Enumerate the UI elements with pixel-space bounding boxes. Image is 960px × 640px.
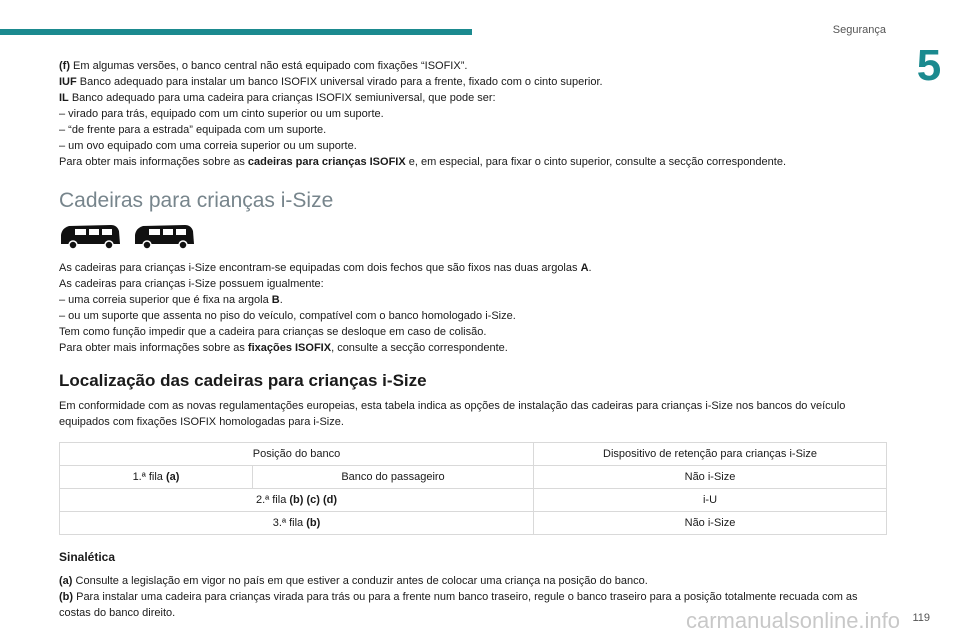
isofix-reference: Para obter mais informações sobre as cadeiras para crianças ISOFIX e, em especial, para fixar o cinto superior, consulte a secção correspondente. [59,156,787,168]
vehicle-icons [59,222,889,250]
table-cell: i-U [534,489,887,512]
isize-paragraph: As cadeiras para crianças i-Size encontram-se equipadas com dois fechos que são fixos nas duas argolas A. [59,262,592,274]
table-cell: Banco do passageiro [253,466,534,489]
list-item: – uma correia superior que é fixa na argola B. [59,294,283,306]
isofix-reference: Para obter mais informações sobre as fixações ISOFIX, consulte a secção correspondente. [59,342,508,354]
location-heading: Localização das cadeiras para crianças i-Size [59,371,427,390]
list-item: – um ovo equipado com uma correia superior ou um suporte. [59,140,357,152]
list-item: – “de frente para a estrada” equipada com um suporte. [59,124,327,136]
section-title: Segurança [832,24,886,36]
note-iuf: IUF Banco adequado para instalar um banco ISOFIX universal virado para a frente, fixado com o cinto superior. [59,76,603,88]
table-header-row [60,443,887,466]
header-accent-bar [0,29,472,35]
list-item: – ou um suporte que assenta no piso do veículo, compatível com o banco homologado i-Size. [59,310,516,322]
table-header-cell: Dispositivo de retenção para crianças i-Size [534,443,887,466]
isize-heading: Cadeiras para crianças i-Size [59,189,334,212]
table-cell: 2.ª fila (b) (c) (d) [60,489,534,512]
sign-note-b: (b) Para instalar uma cadeira para crianças virada para trás ou para a frente num banco traseiro, regule o banco traseiro para a posição totalmente recuada com as costas do banco direito. [59,591,858,619]
table-row [60,489,887,512]
table-row [60,512,887,535]
list-item: – virado para trás, equipado com um cinto superior ou um suporte. [59,108,384,120]
isize-paragraph: Tem como função impedir que a cadeira para crianças se desloque em caso de colisão. [59,326,487,338]
signs-heading: Sinalética [59,550,116,564]
table-cell: 1.ª fila (a) [60,466,253,489]
page-number: 119 [912,612,930,624]
page-content [59,58,889,621]
chapter-number: 5 [916,41,942,90]
note-il: IL Banco adequado para uma cadeira para crianças ISOFIX semiuniversal, que pode ser: [59,92,496,104]
note-f: (f) Em algumas versões, o banco central não está equipado com fixações “ISOFIX”. [59,60,468,72]
isize-table [59,442,887,535]
car-7-seats-icon [59,222,121,250]
table-cell: Não i-Size [534,512,887,535]
table-row [60,466,887,489]
sign-note-a: (a) Consulte a legislação em vigor no país em que estiver a conduzir antes de colocar uma criança na posição do banco. [59,575,648,587]
watermark: carmanualsonline.info [686,608,901,633]
table-header-cell: Posição do banco [60,443,534,466]
location-description: Em conformidade com as novas regulamentações europeias, esta tabela indica as opções de instalação das cadeiras para crianças i-Size nos bancos do veículo equipados com fixações ISOFIX homologadas para i-Size. [59,400,846,428]
isize-paragraph: As cadeiras para crianças i-Size possuem igualmente: [59,278,324,290]
car-5-seats-icon [133,222,195,250]
table-cell: Não i-Size [534,466,887,489]
table-cell: 3.ª fila (b) [60,512,534,535]
